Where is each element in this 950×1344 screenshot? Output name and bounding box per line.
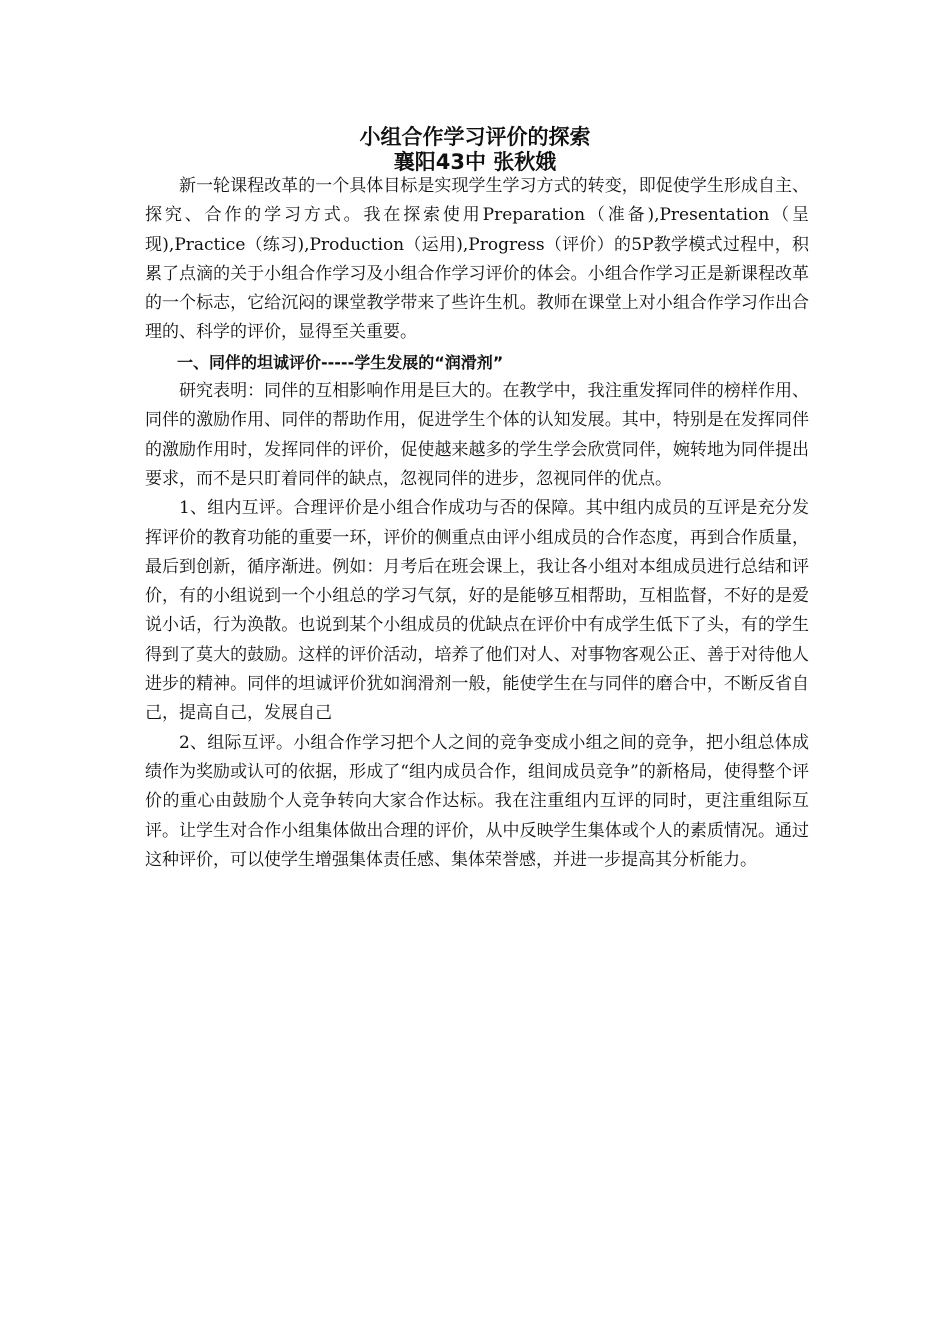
paragraph-inter-group-review: 2、组际互评。小组合作学习把个人之间的竞争变成小组之间的竞争，把小组总体成绩作为奖励或认可的依据，形成了“组内成员合作，组间成员竞争”的新格局，使得整个评价的重心由鼓励个人竞争转向大家合作达标。我在注重组内互评的同时，更注重组际互评。让学生对合作小组集体做出合理的评价，从中反映学生集体或个人的素质情况。通过这种评价，可以使学生增强集体责任感、集体荣誉感，并进一步提高其分析能力。 — [145, 732, 809, 870]
paragraph-intra-group-review: 1、组内互评。合理评价是小组合作成功与否的保障。其中组内成员的互评是充分发挥评价的教育功能的重要一环，评价的侧重点由评小组成员的合作态度，再到合作质量，最后到创新，循序渐进。例如：月考后在班会课上，我让各小组对本组成员进行总结和评价，有的小组说到一个小组总的学习气氛，好的是能够互相帮助，互相监督，不好的是爱说小话，行为涣散。也说到某个小组成员的优缺点在评价中有成学生低下了头，有的学生得到了莫大的鼓励。这样的评价活动，培养了他们对人、对事物客观公正、善于对待他人进步的精神。同伴的坦诚评价犹如润滑剂一般，能使学生在与同伴的磨合中，不断反省自己，提高自己，发展自己 — [145, 498, 809, 724]
document-title: 小组合作学习评价的探索 — [359, 125, 591, 149]
author-line: 襄阳43中 张秋娥 — [393, 150, 557, 174]
section-heading-1: 一、同伴的坦诚评价-----学生发展的“润滑剂” — [177, 352, 504, 372]
paragraph-intro: 新一轮课程改革的一个具体目标是实现学生学习方式的转变，即促使学生形成自主、探究、合作的学习方式。我在探索使用Preparation（准备),Presentation（呈现),Practice（练习),Production（运用),Progress（评价）的5P教学模式过程中，积累了点滴的关于小组合作学习及小组合作学习评价的体会。小组合作学习正是新课程改革的一个标志，它给沉闷的课堂教学带来了些许生机。教师在课堂上对小组合作学习作出合理的、科学的评价，显得至关重要。 — [145, 176, 809, 343]
document-body — [145, 172, 809, 875]
paragraph-research: 研究表明：同伴的互相影响作用是巨大的。在教学中，我注重发挥同伴的榜样作用、同伴的激励作用、同伴的帮助作用，促进学生个体的认知发展。其中，特别是在发挥同伴的激励作用时，发挥同伴的评价，促使越来越多的学生学会欣赏同伴，婉转地为同伴提出要求，而不是只盯着同伴的缺点，忽视同伴的进步，忽视同伴的优点。 — [145, 381, 809, 489]
